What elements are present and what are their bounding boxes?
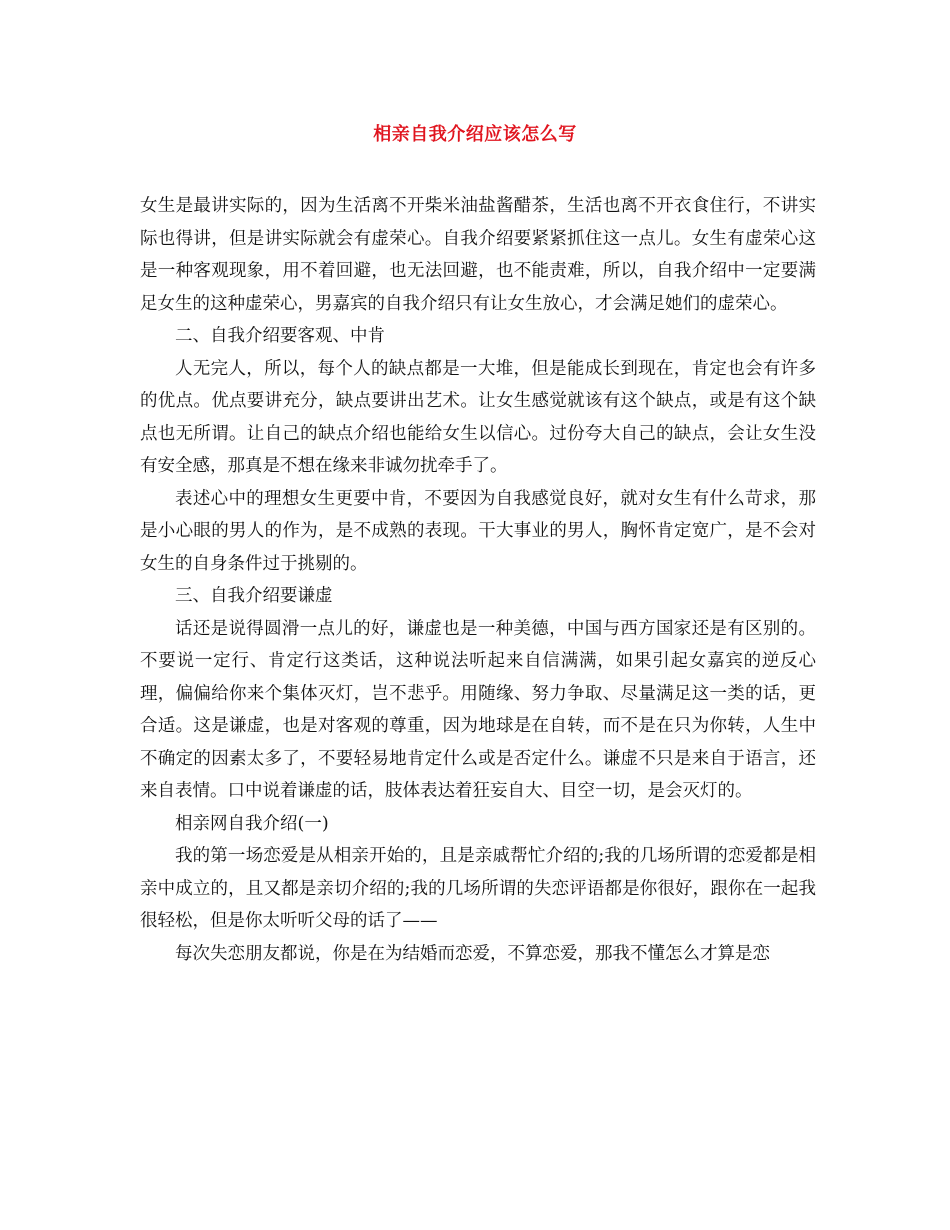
paragraph: 话还是说得圆滑一点儿的好，谦虚也是一种美德，中国与西方国家还是有区别的。不要说一定行、肯定行这类话，这种说法听起来自信满满，如果引起女嘉宾的逆反心理，偏偏给你来个集体灭灯，岂不悲乎。用随缘、努力争取、尽量满足这一类的话，更合适。这是谦虚，也是对客观的尊重，因为地球是在自转，而不是在只为你转，人生中不确定的因素太多了，不要轻易地肯定什么或是否定什么。谦虚不只是来自于语言，还来自表情。口中说着谦虚的话，肢体表达着狂妄自大、目空一切，是会灭灯的。 <box>140 618 816 801</box>
paragraph: 女生是最讲实际的，因为生活离不开柴米油盐酱醋茶，生活也离不开衣食住行，不讲实际也得讲，但是讲实际就会有虚荣心。自我介绍要紧紧抓住这一点儿。女生有虚荣心这是一种客观现象，用不着回避，也无法回避，也不能责难，所以，自我介绍中一定要满足女生的这种虚荣心，男嘉宾的自我介绍只有让女生放心，才会满足她们的虚荣心。 <box>140 196 816 314</box>
paragraph: 每次失恋朋友都说，你是在为结婚而恋爱，不算恋爱，那我不懂怎么才算是恋 <box>175 943 770 964</box>
section-heading: 二、自我介绍要客观、中肯 <box>175 326 385 346</box>
section-heading: 相亲网自我介绍(一) <box>175 813 329 834</box>
section-heading: 三、自我介绍要谦虚 <box>175 586 333 606</box>
paragraph: 人无完人，所以，每个人的缺点都是一大堆，但是能成长到现在，肯定也会有许多的优点。优点要讲充分，缺点要讲出艺术。让女生感觉就该有这个缺点，或是有这个缺点也无所谓。让自己的缺点介绍也能给女生以信心。过份夸大自己的缺点，会让女生没有安全感，那真是不想在缘来非诚勿扰牵手了。 <box>140 358 816 476</box>
document-title: 相亲自我介绍应该怎么写 <box>373 124 577 145</box>
document-body <box>140 190 816 970</box>
paragraph: 我的第一场恋爱是从相亲开始的，且是亲戚帮忙介绍的;我的几场所谓的恋爱都是相亲中成立的，且又都是亲切介绍的;我的几场所谓的失恋评语都是你很好，跟你在一起我很轻松，但是你太听听父母的话了—— <box>140 846 816 931</box>
paragraph: 表述心中的理想女生更要中肯，不要因为自我感觉良好，就对女生有什么苛求，那是小心眼的男人的作为，是不成熟的表现。干大事业的男人，胸怀肯定宽广，是不会对女生的自身条件过于挑剔的。 <box>140 488 816 574</box>
